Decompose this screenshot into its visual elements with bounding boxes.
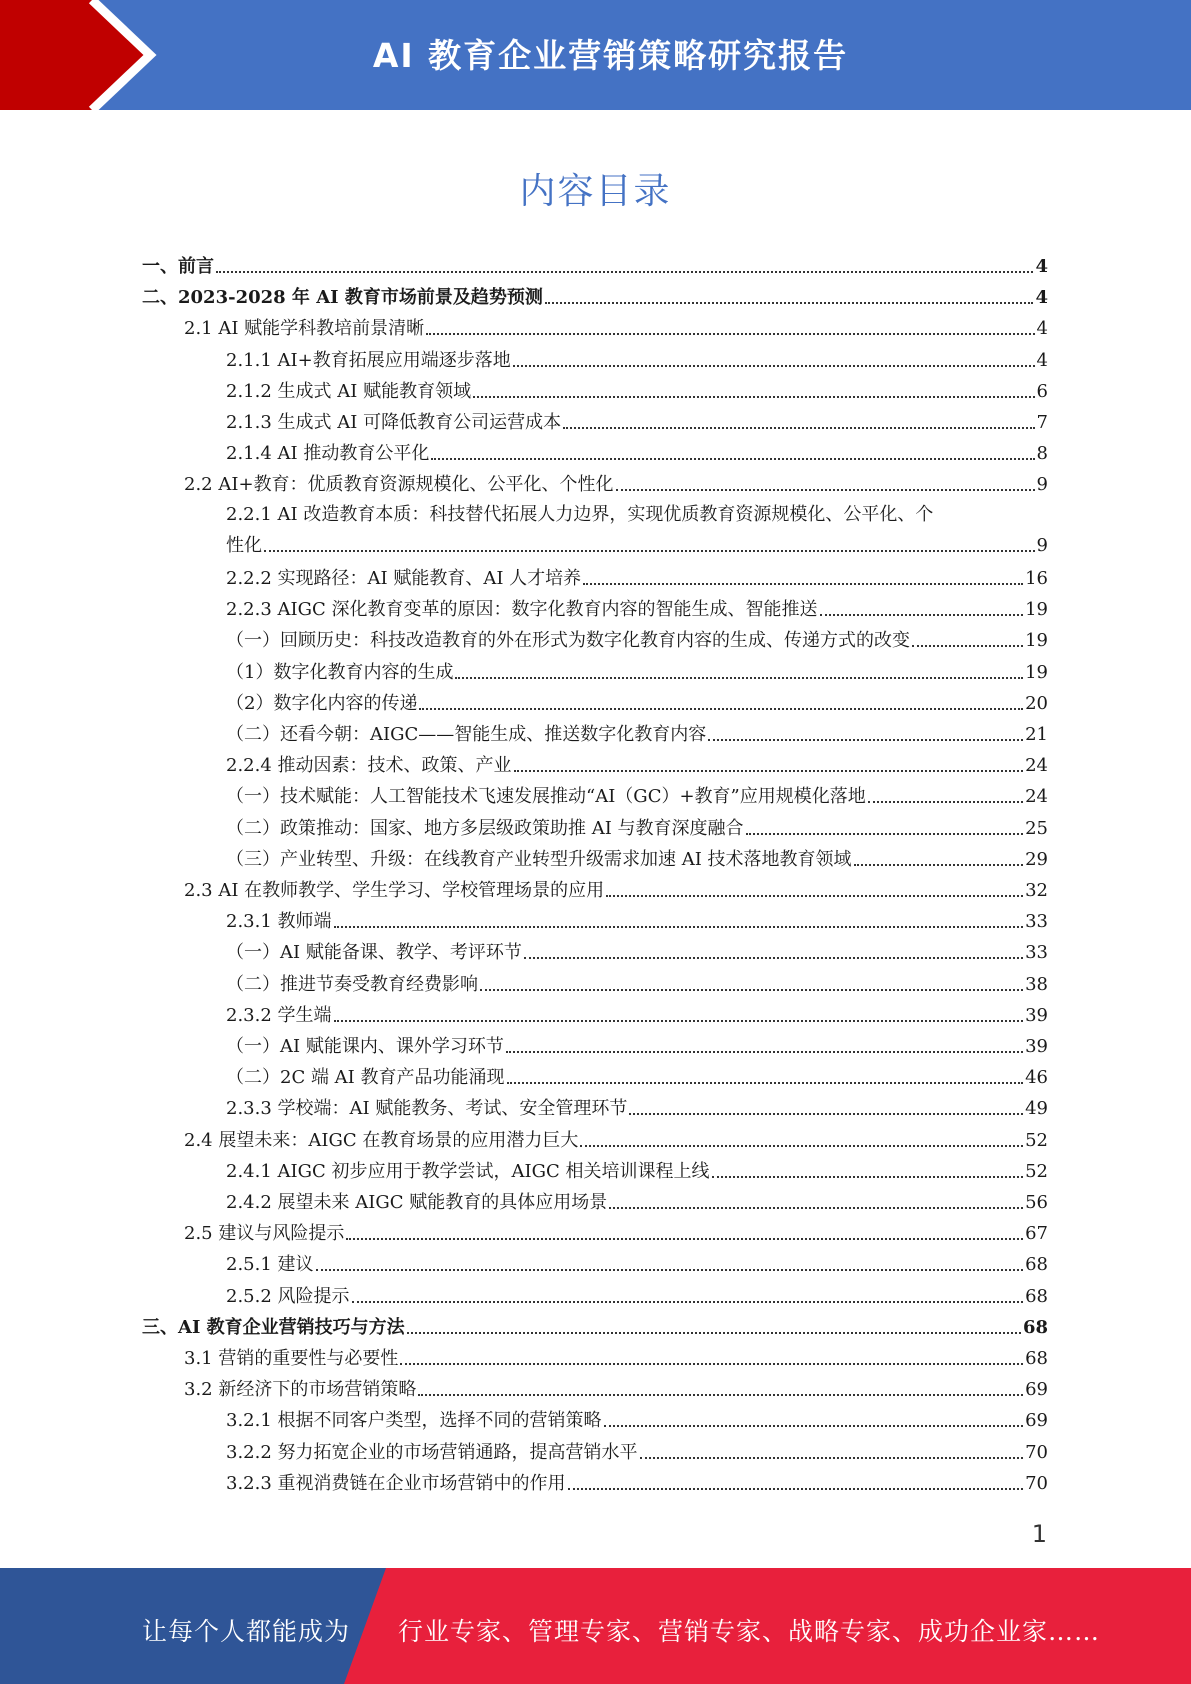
- toc-entry[interactable]: [226, 504, 1048, 557]
- toc-leader-dots: [580, 1145, 1023, 1147]
- toc-entry-page: 52: [1025, 1160, 1048, 1182]
- toc-entry-page: 49: [1025, 1098, 1048, 1120]
- toc-entry-label: （2）数字化内容的传递: [226, 692, 418, 714]
- toc-entry[interactable]: [184, 1377, 1048, 1401]
- toc-entry-page: 7: [1036, 412, 1048, 433]
- toc-entry[interactable]: [184, 1221, 1048, 1245]
- toc-entry-label: （一）AI 赋能课内、课外学习环节: [226, 1036, 504, 1057]
- toc-entry[interactable]: [142, 285, 1048, 309]
- toc-leader-dots: [431, 458, 1034, 460]
- toc-leader-dots: [604, 1425, 1024, 1427]
- toc-entry-label: 2.3 AI 在教师教学、学生学习、学校管理场景的应用: [184, 880, 605, 901]
- toc-leader-dots: [513, 365, 1035, 367]
- toc-entry-page: 6: [1036, 380, 1048, 402]
- toc-entry-label: 2.3.2 学生端: [226, 1004, 332, 1026]
- toc-entry[interactable]: [226, 348, 1048, 372]
- toc-entry-label: 2.5 建议与风险提示: [184, 1223, 345, 1245]
- toc-entry-label: （二）2C 端 AI 教育产品功能涌现: [226, 1067, 505, 1089]
- toc-entry[interactable]: [184, 472, 1048, 496]
- toc-entry-label: 二、2023-2028 年 AI 教育市场前景及趋势预测: [142, 287, 543, 309]
- toc-entry-page: 8: [1036, 443, 1048, 465]
- toc-entry-label: 一、前言: [142, 256, 214, 277]
- toc-leader-dots: [418, 1394, 1023, 1396]
- footer-slogan-left: 让每个人都能成为: [142, 1617, 351, 1646]
- toc-leader-dots: [216, 271, 1033, 273]
- toc-leader-dots: [629, 1113, 1023, 1115]
- report-footer: [0, 1568, 1191, 1684]
- toc-entry[interactable]: [226, 816, 1048, 840]
- toc-leader-dots: [640, 1457, 1024, 1459]
- toc-entry-label: 2.2.2 实现路径：AI 赋能教育、AI 人才培养: [226, 568, 582, 589]
- toc-entry-page: 38: [1025, 973, 1048, 995]
- toc-entry-label: （一）回顾历史：科技改造教育的外在形式为数字化教育内容的生成、传递方式的改变: [226, 630, 910, 652]
- toc-leader-dots: [506, 1051, 1023, 1053]
- toc-entry[interactable]: [226, 753, 1048, 777]
- toc-leader-dots: [708, 739, 1023, 741]
- toc-entry-page: 70: [1025, 1472, 1048, 1494]
- toc-entry[interactable]: [226, 784, 1048, 808]
- toc-leader-dots: [334, 926, 1024, 928]
- report-title: AI 教育企业营销策略研究报告: [372, 36, 849, 75]
- toc-entry-label: （二）还看今朝：AIGC——智能生成、推送数字化教育内容: [226, 724, 707, 745]
- toc-entry-label: 2.1.2 生成式 AI 赋能教育领域: [226, 380, 472, 402]
- toc-leader-dots: [609, 1207, 1023, 1209]
- toc-entry-page: 9: [1036, 474, 1048, 496]
- toc-entry-label: 2.4 展望未来：AIGC 在教育场景的应用潜力巨大: [184, 1129, 579, 1151]
- toc-entry-label: 3.1 营销的重要性与必要性: [184, 1348, 399, 1369]
- toc-entry-label: 2.2.4 推动因素：技术、政策、产业: [226, 755, 512, 777]
- toc-entry-page: 68: [1025, 1348, 1048, 1369]
- toc-entry-label: 3.2 新经济下的市场营销策略: [184, 1379, 417, 1401]
- toc-entry-page: 39: [1025, 1004, 1048, 1026]
- toc-entry-page: 32: [1025, 880, 1048, 901]
- toc-entry-label: 三、AI 教育企业营销技巧与方法: [142, 1316, 405, 1338]
- toc-entry-label: 2.1.1 AI+教育拓展应用端逐步落地: [226, 349, 511, 371]
- toc-entry[interactable]: [226, 379, 1048, 403]
- toc-entry[interactable]: [226, 1190, 1048, 1214]
- toc-entry[interactable]: [226, 441, 1048, 465]
- toc-leader-dots: [712, 1176, 1024, 1178]
- toc-entry-label: 2.5.2 风险提示: [226, 1285, 350, 1307]
- toc-leader-dots: [407, 1332, 1021, 1334]
- toc-leader-dots: [264, 550, 1035, 552]
- toc-entry[interactable]: [226, 410, 1048, 434]
- toc-entry-page: 69: [1025, 1410, 1048, 1432]
- toc-leader-dots: [912, 645, 1023, 647]
- toc-entry-page: 29: [1025, 848, 1048, 870]
- toc-entry[interactable]: [226, 1284, 1048, 1308]
- toc-leader-dots: [473, 396, 1034, 398]
- toc-entry-label: 3.2.3 重视消费链在企业市场营销中的作用: [226, 1472, 566, 1494]
- toc-entry[interactable]: [226, 1065, 1048, 1089]
- toc-leader-dots: [616, 489, 1035, 491]
- toc-leader-dots: [606, 895, 1023, 897]
- toc-entry-page: 33: [1025, 942, 1048, 964]
- toc-entry-label: 2.4.1 AIGC 初步应用于教学尝试，AIGC 相关培训课程上线: [226, 1160, 710, 1182]
- toc-entry-page: 69: [1025, 1379, 1048, 1401]
- toc-entry-label: 2.2.3 AIGC 深化教育变革的原因：数字化教育内容的智能生成、智能推送: [226, 599, 818, 621]
- toc-entry[interactable]: [226, 628, 1048, 652]
- toc-entry-label: 2.1 AI 赋能学科教培前景清晰: [184, 318, 425, 340]
- toc-entry-page: 68: [1022, 1316, 1048, 1338]
- toc-entry-label: （二）政策推动：国家、地方多层级政策助推 AI 与教育深度融合: [226, 817, 744, 839]
- toc-leader-dots: [426, 333, 1034, 335]
- toc-leader-dots: [316, 1269, 1024, 1271]
- toc-entry[interactable]: [226, 722, 1048, 746]
- toc-entry-page: 4: [1035, 256, 1048, 277]
- toc-entry[interactable]: [226, 1159, 1048, 1183]
- toc-leader-dots: [868, 801, 1023, 803]
- toc-entry-page: 70: [1025, 1441, 1048, 1463]
- toc-entry-page: 67: [1025, 1223, 1048, 1245]
- toc-entry-label-continued: 性化: [226, 534, 262, 556]
- toc-entry-label: （1）数字化教育内容的生成: [226, 661, 454, 683]
- toc-entry-label: 3.2.2 努力拓宽企业的市场营销通路，提高营销水平: [226, 1441, 638, 1463]
- toc-title: 内容目录: [519, 171, 672, 212]
- toc-entry-page: 56: [1025, 1192, 1048, 1213]
- toc-entry-page: 16: [1025, 568, 1048, 589]
- toc-leader-dots: [400, 1363, 1023, 1365]
- toc-entry[interactable]: [226, 1471, 1048, 1495]
- toc-entry-page: 39: [1025, 1036, 1048, 1057]
- toc-entry[interactable]: [226, 1440, 1048, 1464]
- toc-entry[interactable]: [142, 254, 1048, 278]
- toc-entry-page: 19: [1025, 630, 1048, 652]
- toc-leader-dots: [820, 614, 1024, 616]
- toc-entry-label: 2.2.1 AI 改造教育本质：科技替代拓展人力边界，实现优质教育资源规模化、公平化、个: [226, 503, 934, 525]
- toc-leader-dots: [419, 708, 1023, 710]
- toc-entry-label: 3.2.1 根据不同客户类型，选择不同的营销策略: [226, 1410, 602, 1432]
- toc-entry[interactable]: [226, 660, 1048, 684]
- toc-entry[interactable]: [184, 878, 1048, 902]
- toc-entry[interactable]: [184, 1346, 1048, 1370]
- toc-entry-label: 2.4.2 展望未来 AIGC 赋能教育的具体应用场景: [226, 1192, 608, 1213]
- toc-entry-page: 33: [1025, 911, 1048, 933]
- toc-entry-page: 4: [1035, 287, 1048, 309]
- toc-entry[interactable]: [226, 909, 1048, 933]
- toc-entry-page: 24: [1025, 786, 1048, 808]
- toc-entry[interactable]: [226, 940, 1048, 964]
- toc-entry[interactable]: [226, 597, 1048, 621]
- toc-entry-label: 2.3.1 教师端: [226, 911, 332, 933]
- toc-leader-dots: [334, 1020, 1024, 1022]
- toc-entry-label: （一）AI 赋能备课、教学、考评环节: [226, 942, 522, 964]
- toc-leader-dots: [507, 1082, 1024, 1084]
- toc-leader-dots: [514, 770, 1024, 772]
- toc-entry-page: 4: [1036, 349, 1048, 371]
- toc-entry[interactable]: [226, 1096, 1048, 1120]
- toc-entry-label: 2.1.3 生成式 AI 可降低教育公司运营成本: [226, 412, 562, 433]
- toc-leader-dots: [455, 677, 1023, 679]
- toc-entry-label: （二）推进节奏受教育经费影响: [226, 973, 478, 995]
- toc-entry[interactable]: [226, 1034, 1048, 1058]
- toc-entry[interactable]: [226, 1408, 1048, 1432]
- toc-entry-page: 25: [1025, 817, 1048, 839]
- page-number: 1: [1031, 1520, 1047, 1548]
- toc-entry-page: 4: [1036, 318, 1048, 340]
- toc-entry[interactable]: [226, 972, 1048, 996]
- toc-entry-label: 2.3.3 学校端：AI 赋能教务、考试、安全管理环节: [226, 1098, 628, 1120]
- toc-entry[interactable]: [226, 691, 1048, 715]
- toc-leader-dots: [524, 957, 1023, 959]
- toc-entry-label: 2.2 AI+教育：优质教育资源规模化、公平化、个性化: [184, 474, 614, 496]
- toc-leader-dots: [346, 1238, 1023, 1240]
- toc-entry[interactable]: [184, 316, 1048, 340]
- toc-entry-page: 19: [1025, 599, 1048, 621]
- toc-leader-dots: [352, 1301, 1024, 1303]
- toc-entry-page: 46: [1025, 1067, 1048, 1089]
- footer-slogan-right: 行业专家、管理专家、营销专家、战略专家、成功企业家……: [398, 1617, 1101, 1646]
- toc-entry[interactable]: [184, 1128, 1048, 1152]
- toc-leader-dots: [563, 427, 1034, 429]
- toc-entry-page: 52: [1025, 1129, 1048, 1151]
- toc-entry[interactable]: [142, 1315, 1048, 1339]
- toc-entry-label: （三）产业转型、升级：在线教育产业转型升级需求加速 AI 技术落地教育领域: [226, 848, 852, 870]
- toc-entry-label: （一）技术赋能：人工智能技术飞速发展推动“AI（GC）+教育”应用规模化落地: [226, 786, 866, 808]
- toc-leader-dots: [854, 864, 1024, 866]
- toc-entry-label: 2.5.1 建议: [226, 1254, 314, 1276]
- toc-entry-page: 21: [1025, 724, 1048, 745]
- toc-leader-dots: [545, 302, 1034, 304]
- toc-entry-page: 68: [1025, 1285, 1048, 1307]
- toc-leader-dots: [568, 1488, 1024, 1490]
- toc-entry[interactable]: [226, 1252, 1048, 1276]
- toc-entry-page: 19: [1025, 661, 1048, 683]
- toc-entry-page: 68: [1025, 1254, 1048, 1276]
- toc-leader-dots: [480, 989, 1023, 991]
- toc-entry-page: 20: [1025, 692, 1048, 714]
- toc-entry[interactable]: [226, 1003, 1048, 1027]
- report-header: [0, 0, 1191, 110]
- toc-entry-page: 9: [1036, 534, 1048, 556]
- toc-entry[interactable]: [226, 566, 1048, 590]
- toc-entry-page: 24: [1025, 755, 1048, 777]
- toc-leader-dots: [746, 833, 1024, 835]
- toc-entry[interactable]: [226, 847, 1048, 871]
- toc-leader-dots: [583, 583, 1023, 585]
- toc-entry-label: 2.1.4 AI 推动教育公平化: [226, 443, 430, 465]
